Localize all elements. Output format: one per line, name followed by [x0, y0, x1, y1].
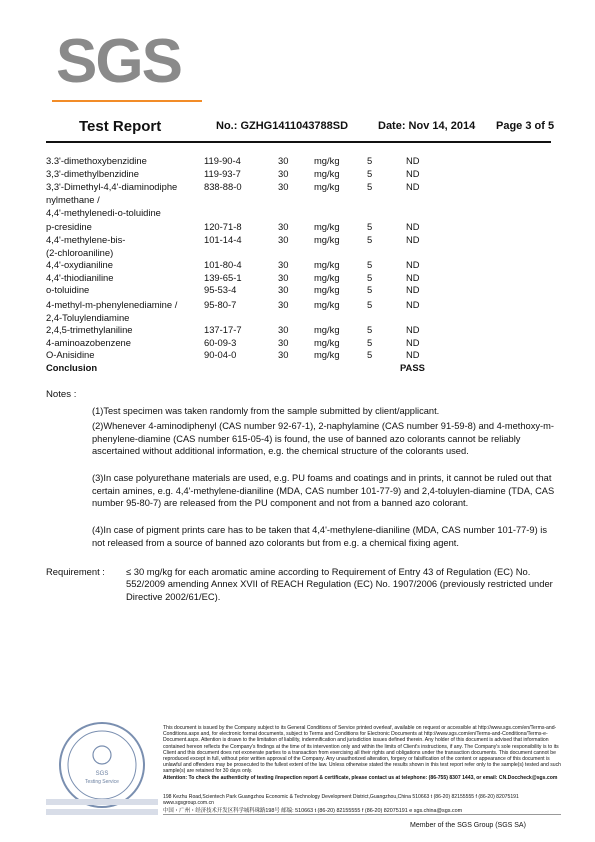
result: ND [406, 299, 420, 310]
limit: 30 [278, 284, 289, 295]
report-title: Test Report [79, 118, 162, 135]
amine-name-line2: (2-chloroaniline) [46, 247, 114, 258]
note-3: (3)In case polyurethane materials are used, e.g. PU foams and coatings and in prints, it cannot be ruled out that certain amines, e.g. 4,4'-methylene-dianiline (MDA, CAS number 101-77-9) and 2,4-toluylen-diamine (TDA, CAS number 95-80-7) are released from the PU component and not from a banned azo colorant. [92, 473, 555, 509]
report-number: No.: GZHG1411043788SD [216, 120, 349, 132]
unit: mg/kg [314, 284, 340, 295]
cas-number: 137-17-7 [204, 324, 242, 335]
mdl: 5 [367, 299, 373, 310]
notes-heading: Notes : [46, 389, 77, 400]
result: ND [406, 168, 420, 179]
limit: 30 [278, 272, 289, 283]
unit: mg/kg [314, 221, 340, 232]
amine-name: 4,4'-oxydianiline [46, 259, 113, 270]
mdl: 5 [367, 168, 373, 179]
cas-number: 101-14-4 [204, 234, 242, 245]
note-2: (2)Whenever 4-aminodiphenyl (CAS number 92-67-1), 2-naphylamine (CAS number 91-59-8) and 4-methoxy-m-phenylene-diamine (CAS number 615-05-4) is found, the use of banned azo colorants cannot be reliably ascertained without additional information, e.g. the chemical structure of the colorants used. [92, 421, 554, 457]
conclusion-label: Conclusion [46, 362, 98, 373]
mdl: 5 [367, 337, 373, 348]
requirement-label: Requirement : [46, 566, 105, 577]
mdl: 5 [367, 259, 373, 270]
unit: mg/kg [314, 234, 340, 245]
cas-number: 95-80-7 [204, 299, 237, 310]
amine-name-line3: 4,4'-methylenedi-o-toluidine [46, 207, 161, 218]
cas-number: 95-53-4 [204, 284, 237, 295]
unit: mg/kg [314, 155, 340, 166]
address-english: 198 Kezhu Road,Scientech Park Guangzhou Economic & Technology Development District,Guangzhou,China 510663 t (86-20) 82155555 f (86-20) 82075191 www.sgsgroup.com.cn [163, 794, 519, 806]
unit: mg/kg [314, 324, 340, 335]
mdl: 5 [367, 155, 373, 166]
page-number: Page 3 of 5 [496, 120, 555, 132]
mdl: 5 [367, 272, 373, 283]
amine-name: 4,4'-methylene-bis- [46, 234, 126, 245]
cas-number: 119-90-4 [204, 155, 241, 166]
result: ND [406, 155, 420, 166]
unit: mg/kg [314, 272, 340, 283]
unit: mg/kg [314, 168, 340, 179]
limit: 30 [278, 324, 289, 335]
amine-name: 4-aminoazobenzene [46, 337, 131, 348]
result: ND [406, 259, 420, 270]
svg-text:SGS: SGS [95, 771, 109, 777]
mdl: 5 [367, 284, 373, 295]
result: ND [406, 221, 420, 232]
result: ND [406, 337, 420, 348]
limit: 30 [278, 221, 289, 232]
amine-name: 3,3'-dimethylbenzidine [46, 168, 139, 179]
cas-number: 101-80-4 [204, 259, 242, 270]
cas-number: 60-09-3 [204, 337, 237, 348]
amine-name: 3.3'-dimethoxybenzidine [46, 155, 147, 166]
logo-underline [52, 100, 202, 102]
cas-number: 119-93-7 [204, 168, 241, 179]
report-date: Date: Nov 14, 2014 [378, 120, 476, 132]
result: ND [406, 181, 420, 192]
result: ND [406, 272, 420, 283]
amine-name-line2: 2,4-Toluylendiamine [46, 312, 130, 323]
cas-number: 139-65-1 [204, 272, 242, 283]
note-4: (4)In case of pigment prints care has to be taken that 4,4'-methylene-dianiline (MDA, CAS number 101-77-9) is not released from a source of banned azo colorants but from e.g. a chemical fixing agent. [92, 525, 547, 548]
result: ND [406, 234, 420, 245]
limit: 30 [278, 234, 289, 245]
limit: 30 [278, 349, 289, 360]
mdl: 5 [367, 324, 373, 335]
unit: mg/kg [314, 259, 340, 270]
limit: 30 [278, 155, 289, 166]
unit: mg/kg [314, 299, 340, 310]
amine-name: 4-methyl-m-phenylenediamine / [46, 299, 178, 310]
mdl: 5 [367, 181, 373, 192]
testing-service-seal [46, 715, 158, 827]
note-1: (1)Test specimen was taken randomly from the sample submitted by client/applicant. [92, 406, 440, 416]
amine-name: p-cresidine [46, 221, 92, 232]
result: ND [406, 349, 420, 360]
limit: 30 [278, 299, 289, 310]
sgs-logo [38, 22, 203, 102]
result: ND [406, 284, 420, 295]
seal-icon [46, 715, 158, 827]
amine-name: O-Anisidine [46, 349, 95, 360]
unit: mg/kg [314, 181, 340, 192]
disclaimer-text: This document is issued by the Company subject to its General Conditions of Service printed overleaf, available on request or accessible at http://www.sgs.com/en/Terms-and-Conditions.aspx and, for electronic format documents, subject to Terms and Conditions for Electronic Documents at http://www.sgs.com/en/Terms-and-Conditions/Terms-e-Document.aspx. Attention is drawn to the limitation of liability, indemnification and jurisdiction issues defined therein. Any holder of this document is advised that information contained hereon reflects the Company's findings at the time of its intervention only and within the limits of Client's instructions, if any. The Company's sole responsibility is to its Client and this document does not exonerate parties to a transaction from exercising all their rights and obligations under the transaction documents. This document cannot be reproduced except in full, without prior written approval of the Company. Any unauthorized alteration, forgery or falsification of the content or appearance of this document is unlawful and offenders may be prosecuted to the fullest extent of the law. Unless otherwise stated the results shown in this test report refer only to the sample(s) tested and such sample(s) are retained for 30 days only. [163, 725, 562, 775]
member-line: Member of the SGS Group (SGS SA) [410, 822, 526, 829]
logo-text: SGS [56, 27, 181, 96]
authenticity-note: Attention: To check the authenticity of testing /inspection report & certificate, please contact us at telephone: (86-755) 8307 1443, or email: CN.Doccheck@sgs.com [163, 774, 558, 781]
amine-name-line2: nylmethane / [46, 194, 100, 205]
footer-divider [163, 814, 561, 815]
limit: 30 [278, 259, 289, 270]
unit: mg/kg [314, 337, 340, 348]
limit: 30 [278, 181, 289, 192]
mdl: 5 [367, 221, 373, 232]
conclusion-value: PASS [400, 362, 425, 373]
cas-number: 120-71-8 [204, 221, 242, 232]
header-divider [46, 141, 551, 143]
amine-name: 3,3'-Dimethyl-4,4'-diaminodiphe [46, 181, 178, 192]
mdl: 5 [367, 234, 373, 245]
limit: 30 [278, 168, 289, 179]
cas-number: 838-88-0 [204, 181, 242, 192]
mdl: 5 [367, 349, 373, 360]
address-chinese: 中国・广州・经济技术开发区科学城科珠路198号 邮编: 510663 t (86-20) 82155555 f (86-20) 82075191 e sgs.china@sgs.com [163, 808, 463, 814]
requirement-text: ≤ 30 mg/kg for each aromatic amine according to Requirement of Entry 43 of Regulation (EC) No. 552/2009 amending Annex XVII of REACH Regulation (EC) No. 1907/2006 (previously restricted under Directive 2002/61/EC). [126, 566, 553, 602]
svg-text:Testing Service: Testing Service [85, 779, 119, 785]
amine-name: 2,4,5-trimethylaniline [46, 324, 133, 335]
cas-number: 90-04-0 [204, 349, 237, 360]
amine-name: 4,4'-thiodianiline [46, 272, 114, 283]
limit: 30 [278, 337, 289, 348]
unit: mg/kg [314, 349, 340, 360]
footer-disclaimer [163, 725, 561, 781]
result: ND [406, 324, 420, 335]
amine-name: o-toluidine [46, 284, 90, 295]
